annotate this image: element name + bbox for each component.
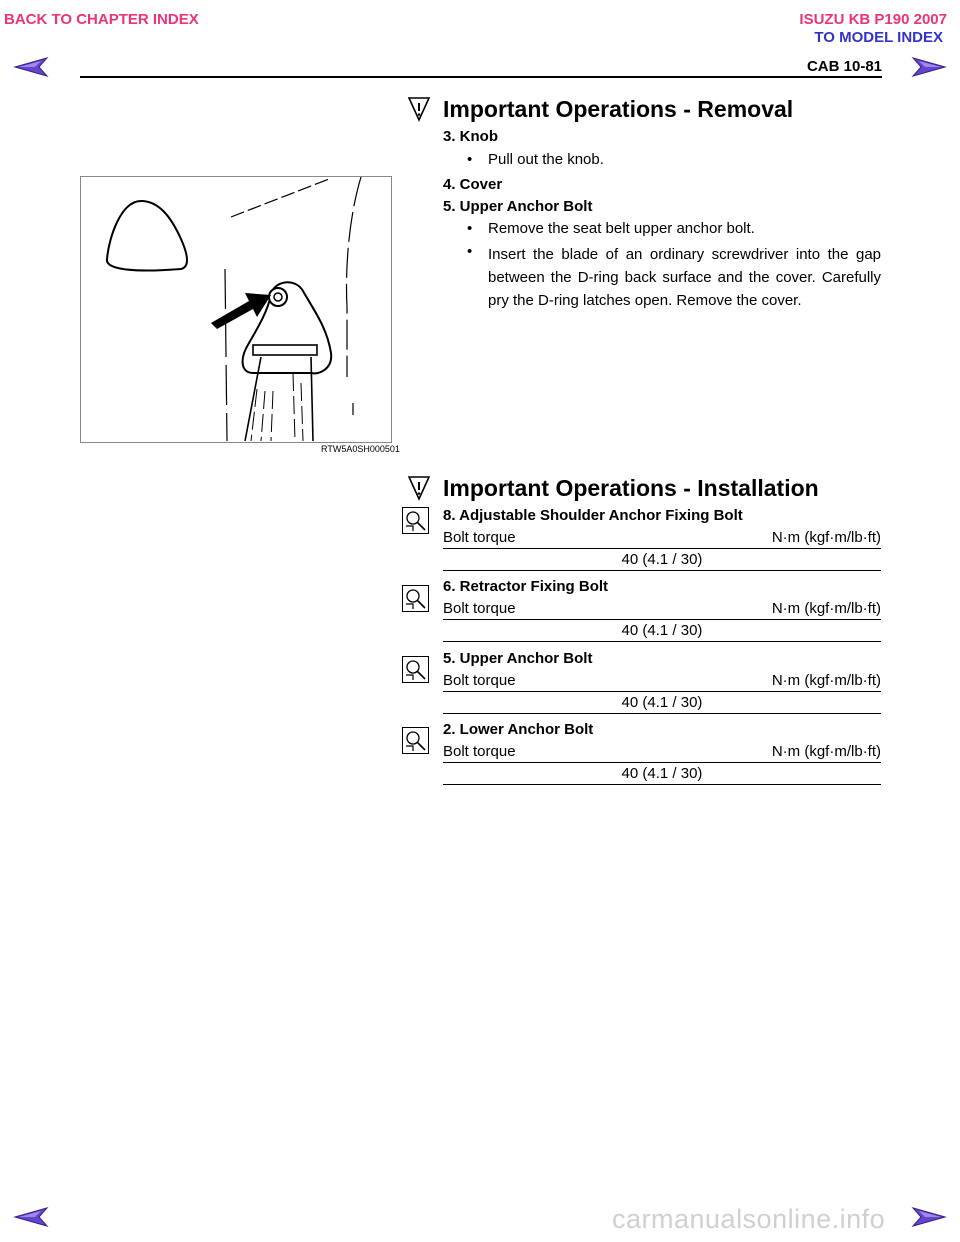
removal-step-cover: 4. Cover bbox=[443, 176, 503, 193]
torque-label: Bolt torque bbox=[443, 672, 516, 689]
torque-wrench-icon bbox=[402, 727, 429, 754]
torque-spec-block bbox=[443, 719, 881, 785]
torque-header-row bbox=[443, 670, 881, 692]
torque-header-row bbox=[443, 527, 881, 549]
bullet-marker: • bbox=[467, 220, 473, 237]
seat-belt-anchor-figure bbox=[80, 176, 392, 443]
torque-spec-block bbox=[443, 505, 881, 571]
model-title-link[interactable]: ISUZU KB P190 2007 bbox=[799, 11, 947, 28]
seat-belt-illustration bbox=[81, 177, 391, 442]
removal-step-knob: 3. Knob bbox=[443, 128, 498, 145]
bullet-text: Insert the blade of an ordinary screwdriver into the gap between the D-ring back surface and the cover. Carefully pry the D-ring latches open. Remove the cover. bbox=[488, 246, 881, 309]
torque-item-title: 6. Retractor Fixing Bolt bbox=[443, 578, 609, 595]
torque-spec-block bbox=[443, 576, 881, 642]
torque-unit: N·m (kgf·m/lb·ft) bbox=[771, 600, 881, 617]
installation-section-title: Important Operations - Installation bbox=[443, 475, 819, 501]
bullet-marker: • bbox=[467, 243, 473, 260]
back-to-chapter-index-link[interactable]: BACK TO CHAPTER INDEX bbox=[4, 11, 199, 28]
torque-header-row bbox=[443, 741, 881, 763]
removal-step-upper-anchor-bolt: 5. Upper Anchor Bolt bbox=[443, 198, 593, 215]
removal-bullet bbox=[467, 243, 881, 312]
torque-header-row bbox=[443, 598, 881, 620]
bullet-text: Remove the seat belt upper anchor bolt. bbox=[488, 220, 755, 237]
torque-wrench-icon bbox=[402, 507, 429, 534]
bullet-text: Pull out the knob. bbox=[488, 151, 604, 168]
torque-item-title: 8. Adjustable Shoulder Anchor Fixing Bolt bbox=[443, 507, 743, 524]
torque-wrench-icon bbox=[402, 585, 429, 612]
caution-icon bbox=[408, 96, 430, 122]
torque-label: Bolt torque bbox=[443, 529, 516, 546]
previous-page-arrow-icon[interactable] bbox=[13, 55, 49, 79]
torque-label: Bolt torque bbox=[443, 600, 516, 617]
torque-label: Bolt torque bbox=[443, 743, 516, 760]
page-number: CAB 10-81 bbox=[806, 58, 882, 75]
next-page-arrow-icon[interactable] bbox=[911, 1205, 947, 1229]
torque-item-title: 2. Lower Anchor Bolt bbox=[443, 721, 594, 738]
torque-value: 40 (4.1 / 30) bbox=[443, 692, 881, 714]
to-model-index-link[interactable]: TO MODEL INDEX bbox=[814, 29, 943, 46]
previous-page-arrow-icon[interactable] bbox=[13, 1205, 49, 1229]
torque-item-title: 5. Upper Anchor Bolt bbox=[443, 650, 593, 667]
next-page-arrow-icon[interactable] bbox=[911, 55, 947, 79]
watermark: carmanualsonline.info bbox=[612, 1204, 886, 1234]
torque-value: 40 (4.1 / 30) bbox=[443, 763, 881, 785]
torque-value: 40 (4.1 / 30) bbox=[443, 549, 881, 571]
figure-caption: RTW5A0SH000501 bbox=[321, 444, 400, 454]
bullet-marker: • bbox=[467, 151, 473, 168]
torque-spec-block bbox=[443, 648, 881, 714]
caution-icon bbox=[408, 475, 430, 501]
removal-section-title: Important Operations - Removal bbox=[443, 96, 794, 122]
torque-wrench-icon bbox=[402, 656, 429, 683]
header-divider bbox=[80, 76, 882, 78]
torque-unit: N·m (kgf·m/lb·ft) bbox=[771, 743, 881, 760]
torque-unit: N·m (kgf·m/lb·ft) bbox=[771, 672, 881, 689]
torque-unit: N·m (kgf·m/lb·ft) bbox=[771, 529, 881, 546]
torque-value: 40 (4.1 / 30) bbox=[443, 620, 881, 642]
